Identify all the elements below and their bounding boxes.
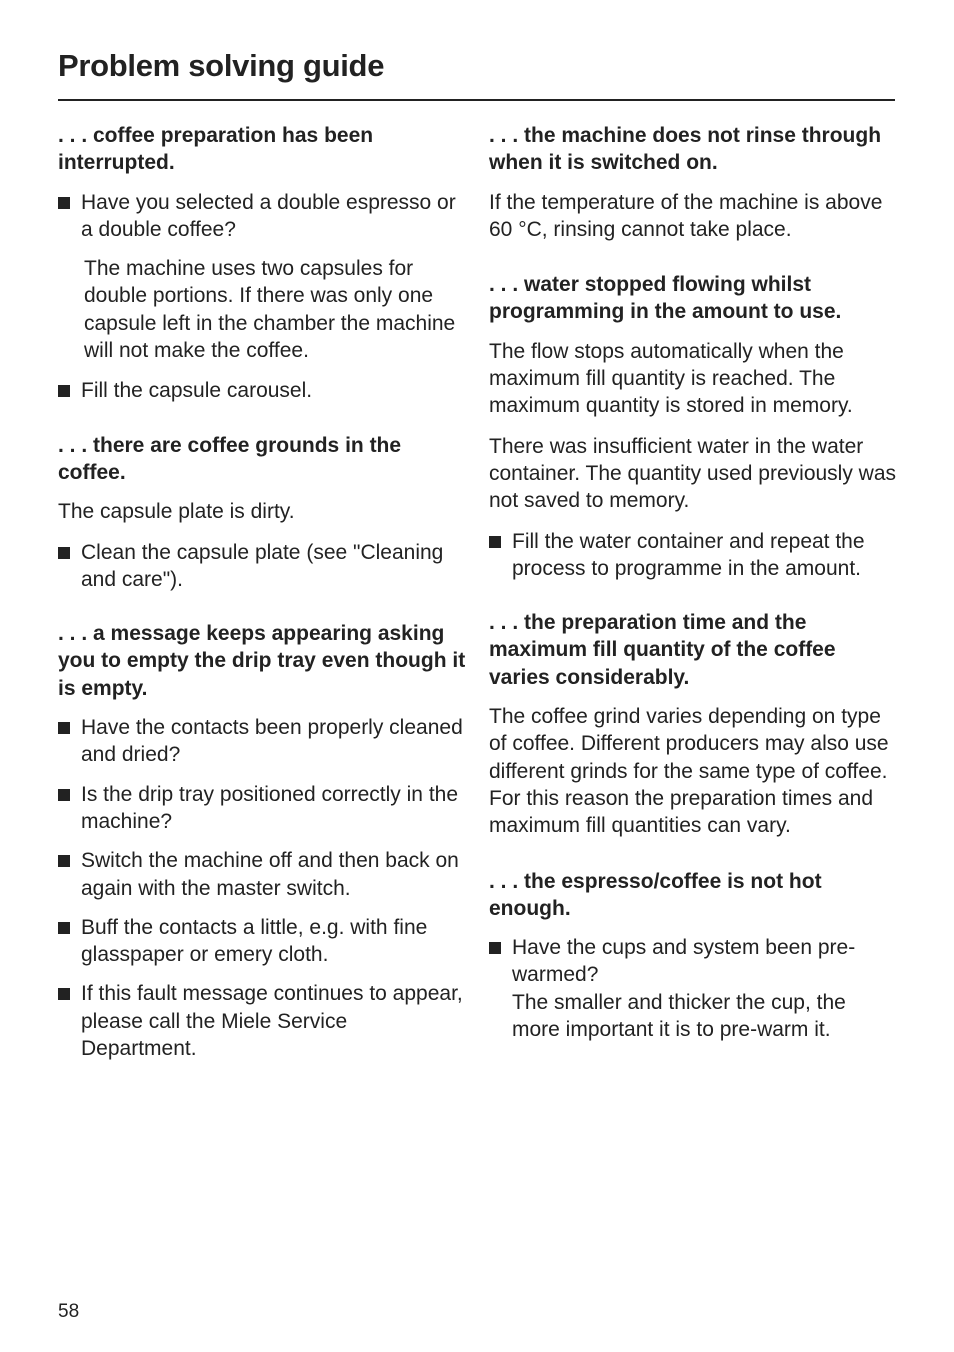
paragraph: The capsule plate is dirty. xyxy=(58,500,295,524)
bullet-item xyxy=(58,914,468,969)
bullet-square-icon xyxy=(58,197,70,209)
bullet-text: Clean the capsule plate (see "Cleaning and care"). xyxy=(81,540,444,591)
paragraph: If the temperature of the machine is above 60 °C, rinsing cannot take place. xyxy=(489,190,883,241)
paragraph: The flow stops automatically when the maximum fill quantity is reached. The maximum quantity is stored in memory. xyxy=(489,339,853,418)
bullet-text: Fill the water container and repeat the process to programme in the amount. xyxy=(512,529,865,580)
section-heading: . . . the preparation time and the maximum fill quantity of the coffee varies considerably. xyxy=(489,611,836,689)
bullet-text: If this fault message continues to appear, please call the Miele Service Department. xyxy=(81,982,463,1061)
bullet-square-icon xyxy=(58,922,70,934)
bullet-square-icon xyxy=(489,942,501,954)
paragraph: There was insufficient water in the water container. The quantity used previously was not saved to memory. xyxy=(489,434,897,513)
bullet-item xyxy=(58,539,468,594)
bullet-text: Have the cups and system been pre-warmed? xyxy=(512,936,856,987)
section-heading: . . . water stopped flowing whilst programming in the amount to use. xyxy=(489,273,842,324)
bullet-text: Switch the machine off and then back on again with the master switch. xyxy=(81,849,459,900)
bullet-item xyxy=(58,847,468,902)
bullet-item xyxy=(489,528,899,583)
bullet-item xyxy=(58,189,468,244)
right-column xyxy=(489,122,899,1055)
bullet-square-icon xyxy=(58,988,70,1000)
section-heading: . . . coffee preparation has been interrupted. xyxy=(58,124,374,175)
bullet-text: Is the drip tray positioned correctly in the machine? xyxy=(81,782,459,833)
bullet-item xyxy=(58,781,468,836)
section-heading: . . . a message keeps appearing asking you to empty the drip tray even though it is empty. xyxy=(58,622,466,700)
bullet-square-icon xyxy=(489,536,501,548)
bullet-text: Fill the capsule carousel. xyxy=(81,379,313,403)
bullet-square-icon xyxy=(58,722,70,734)
bullet-item xyxy=(489,934,899,1043)
bullet-square-icon xyxy=(58,547,70,559)
section-heading: . . . the espresso/coffee is not hot enough. xyxy=(489,869,822,920)
bullet-square-icon xyxy=(58,385,70,397)
bullet-item xyxy=(58,980,468,1062)
bullet-square-icon xyxy=(58,789,70,801)
page-number: 58 xyxy=(58,1301,80,1322)
title-rule xyxy=(58,99,895,101)
bullet-text: Buff the contacts a little, e.g. with fine glasspaper or emery cloth. xyxy=(81,915,428,967)
bullet-text: Have you selected a double espresso or a double coffee? xyxy=(81,190,456,241)
paragraph: The machine uses two capsules for double portions. If there was only one capsule left in the chamber the machine will not make the coffee. xyxy=(84,257,456,363)
section-heading: . . . the machine does not rinse through when it is switched on. xyxy=(489,124,882,175)
bullet-square-icon xyxy=(58,855,70,867)
paragraph: The coffee grind varies depending on type of coffee. Different producers may also use different grinds for the same type of coffee. For this reason the preparation times and maximum fill quantities can vary. xyxy=(489,705,889,838)
bullet-item xyxy=(58,377,468,404)
bullet-text-continuation: The smaller and thicker the cup, the more important it is to pre-warm it. xyxy=(512,990,846,1042)
left-column xyxy=(58,122,468,1074)
bullet-item xyxy=(58,714,468,769)
bullet-text: Have the contacts been properly cleaned and dried? xyxy=(81,716,463,767)
page-title: Problem solving guide xyxy=(58,48,385,83)
section-heading: . . . there are coffee grounds in the coffee. xyxy=(58,433,402,484)
